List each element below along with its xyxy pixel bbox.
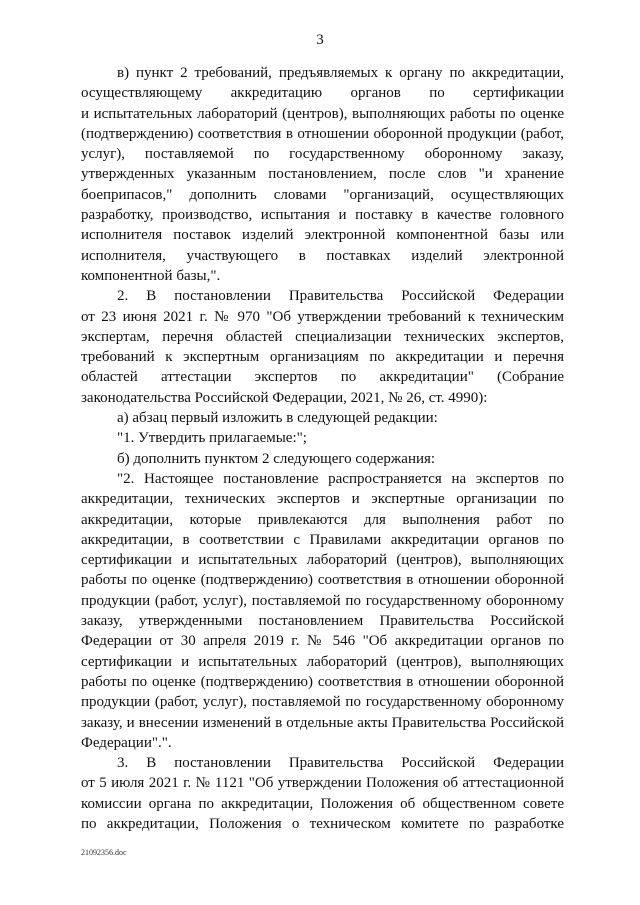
text-line: продукции (работ, услуг), поставляемой по государственному оборонному — [81, 592, 564, 609]
text-line: 2. В постановлении Правительства Российской Федерации — [117, 288, 564, 305]
text-line: работы по оценке (подтверждению) соответствия в отношении оборонной — [81, 572, 564, 589]
text-line: 3. В постановлении Правительства Российской Федерации — [117, 755, 564, 772]
text-line: продукции (работ, услуг), поставляемой по государственному оборонному — [81, 694, 564, 711]
text-line: услуг), поставляемой по государственному оборонному заказу, — [81, 146, 564, 163]
text-line: требований к экспертным организациям по аккредитации и перечня — [81, 349, 564, 366]
text-line: аккредитации, технических экспертов и экспертные организации по — [81, 491, 564, 508]
text-line: работы по оценке (подтверждению) соответствия в отношении оборонной — [81, 673, 564, 690]
text-line: аккредитации, в соответствии с Правилами аккредитации органов по — [81, 531, 564, 548]
text-line: заказу, и внесении изменений в отдельные акты Правительства Российской — [81, 714, 564, 731]
text-line: Федерации от 30 апреля 2019 г. № 546 "Об аккредитации органов по — [81, 633, 564, 650]
text-line: исполнителя поставок изделий электронной компонентной базы или — [81, 227, 564, 244]
text-line: сертификации и испытательных лабораторий (центров), выполняющих — [81, 653, 564, 670]
document-body — [81, 63, 564, 834]
text-line: в) пункт 2 требований, предъявляемых к органу по аккредитации, — [117, 65, 564, 81]
text-line: исполнителя, участвующего в поставках изделий электронной — [81, 247, 564, 264]
text-line: заказу, утвержденными постановлением Правительства Российской — [81, 613, 564, 630]
text-line: утвержденных указанным постановлением, после слов "и хранение — [81, 166, 564, 183]
text-line: аккредитации, которые привлекаются для выполнения работ по — [81, 511, 564, 528]
text-line: и испытательных лабораторий (центров), выполняющих работы по оценке — [81, 105, 564, 122]
text-line: сертификации и испытательных лабораторий (центров), выполняющих — [81, 552, 564, 569]
text-line: областей аттестации экспертов по аккредитации" (Собрание — [81, 369, 564, 386]
text-line: боеприпасов," дополнить словами "организаций, осуществляющих — [81, 186, 564, 203]
text-line: "2. Настоящее постановление распространяется на экспертов по — [117, 470, 564, 487]
text-line: разработку, производство, испытания и поставку в качестве головного — [81, 207, 564, 224]
text-line: "1. Утвердить прилагаемые:"; — [117, 430, 307, 447]
text-line: Федерации".". — [81, 734, 172, 751]
text-line: компонентной базы,". — [81, 267, 221, 284]
text-line: законодательства Российской Федерации, 2021, № 26, ст. 4990): — [81, 389, 488, 406]
text-line: а) абзац первый изложить в следующей редакции: — [117, 410, 438, 427]
text-line: от 23 июня 2021 г. № 970 "Об утверждении требований к техническим — [81, 308, 564, 325]
footer-filename: 21092356.doc — [81, 848, 127, 857]
text-line: от 5 июля 2021 г. № 1121 "Об утверждении Положения об аттестационной — [81, 775, 564, 792]
page-number: 3 — [316, 32, 324, 48]
text-line: по аккредитации, Положения о техническом комитете по разработке — [81, 815, 564, 832]
text-line: осуществляющему аккредитацию органов по сертификации — [81, 85, 564, 102]
text-line: б) дополнить пунктом 2 следующего содержания: — [117, 450, 436, 467]
text-line: (подтверждению) соответствия в отношении оборонной продукции (работ, — [81, 125, 564, 142]
text-line: комиссии органа по аккредитации, Положения об общественном совете — [81, 795, 564, 812]
text-line: экспертам, перечня областей специализации технических экспертов, — [81, 328, 564, 345]
